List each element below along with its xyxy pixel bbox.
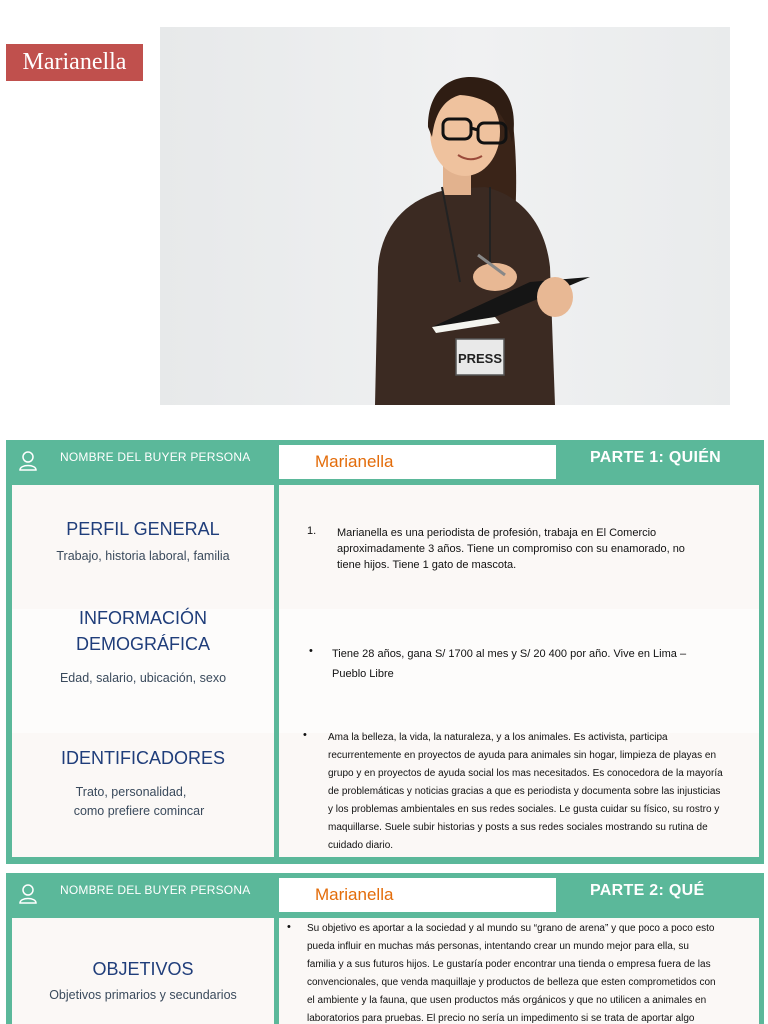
- content-informacion-demografica: [279, 609, 759, 733]
- card-header: [6, 440, 764, 483]
- content-line: el ambiente y la fauna, que usen productos más orgánicos y que no utilicen a animales en: [307, 995, 707, 1006]
- section-subtitle: Trabajo, historia laboral, familia: [56, 549, 230, 563]
- part-label: PARTE 2: QUÉ: [590, 882, 705, 899]
- section-subtitle: Objetivos primarios y secundarios: [49, 988, 237, 1002]
- persona-name-tag: Marianella: [6, 44, 143, 81]
- press-badge-text: PRESS: [457, 351, 503, 366]
- section-informacion-demografica: [12, 609, 274, 733]
- content-line: recurrentemente en proyectos de ayuda para animales sin hogar, limpieza de playas en: [328, 750, 717, 761]
- content-line: maquillarse. Suele subir historias y posts a sus redes sociales mostrando su rutina de: [328, 822, 708, 833]
- card-header: [6, 873, 764, 916]
- content-line: Ama la belleza, la vida, la naturaleza, y a los animales. Es activista, participa: [328, 732, 668, 743]
- content-line: de problemáticas y noticias gracias a que es periodista y documenta sobre las injusticias: [328, 786, 721, 797]
- content-line: y los problemas ambientales en sus redes sociales. Le gusta cuidar su físico, su rostro y: [328, 804, 720, 815]
- content-objetivos: [279, 918, 759, 1024]
- section-title: OBJETIVOS: [92, 959, 194, 979]
- bullet: •: [287, 921, 291, 933]
- content-identificadores: [279, 729, 759, 857]
- content-line: Marianella es una periodista de profesión, trabaja en El Comercio: [337, 527, 657, 539]
- bullet: •: [309, 645, 313, 657]
- section-title-line-1: INFORMACIÓN: [79, 608, 207, 628]
- list-number: 1.: [307, 525, 317, 537]
- persona-name: Marianella: [315, 885, 394, 904]
- section-title: IDENTIFICADORES: [60, 748, 225, 768]
- content-line: tiene hijos. Tiene 1 gato de mascota.: [337, 559, 517, 571]
- section-labels-column: [12, 918, 274, 1024]
- section-objetivos: [12, 918, 274, 1024]
- content-line: convencionales, que venda maquillaje y productos de belleza que esten comprometidos con: [307, 977, 716, 988]
- section-labels-column: [12, 485, 274, 857]
- content-line: Tiene 28 años, gana S/ 1700 al mes y S/ 20 400 por año. Vive en Lima –: [332, 648, 687, 660]
- bullet: •: [303, 729, 307, 741]
- section-subtitle-line-2: como prefiere comincar: [73, 804, 205, 818]
- part-label: PARTE 1: QUIÉN: [590, 449, 722, 466]
- buyer-persona-part-1: [6, 440, 764, 864]
- content-perfil-general: [279, 485, 759, 609]
- section-content-column: [279, 485, 759, 857]
- content-line: familia y a sus futuros hijos. Le gustaría poder encontrar una tienda o empresa fuera de las: [307, 959, 711, 970]
- content-line: Pueblo Libre: [332, 668, 394, 680]
- journalist-illustration: [160, 27, 730, 405]
- content-line: laboratorios para pruebas. El precio no sería un impedimento si se trata de aportar algo: [307, 1013, 695, 1024]
- persona-photo: [160, 27, 730, 405]
- persona-name-field: [279, 445, 556, 479]
- persona-name: Marianella: [315, 452, 394, 471]
- section-subtitle: Edad, salario, ubicación, sexo: [59, 671, 227, 685]
- buyer-persona-part-2: [6, 873, 764, 1024]
- user-icon: [18, 450, 38, 472]
- content-line: aproximadamente 3 años. Tiene un compromiso con su enamorado, no: [337, 543, 685, 555]
- section-title-line-2: DEMOGRÁFICA: [75, 634, 210, 654]
- user-icon: [18, 883, 38, 905]
- content-line: cuidado diario.: [328, 840, 394, 851]
- section-title: PERFIL GENERAL: [66, 519, 220, 539]
- content-line: Su objetivo es aportar a la sociedad y al mundo su “grano de arena” y que poco a poco esto: [307, 923, 715, 934]
- header-label: NOMBRE DEL BUYER PERSONA: [60, 883, 251, 897]
- content-line: grupo y en proyectos de ayuda social los mas necesitados. Es conocedora de la mayoría: [328, 768, 723, 779]
- section-perfil-general: [12, 485, 274, 609]
- section-content-column: [279, 918, 759, 1024]
- section-subtitle-line-1: Trato, personalidad,: [75, 785, 187, 799]
- header-label: NOMBRE DEL BUYER PERSONA: [60, 450, 251, 464]
- persona-name-field: [279, 878, 556, 912]
- content-line: pueda influir en muchas más personas, intentando crear un mundo mejor para ella, su: [307, 941, 689, 952]
- section-identificadores: [12, 733, 274, 857]
